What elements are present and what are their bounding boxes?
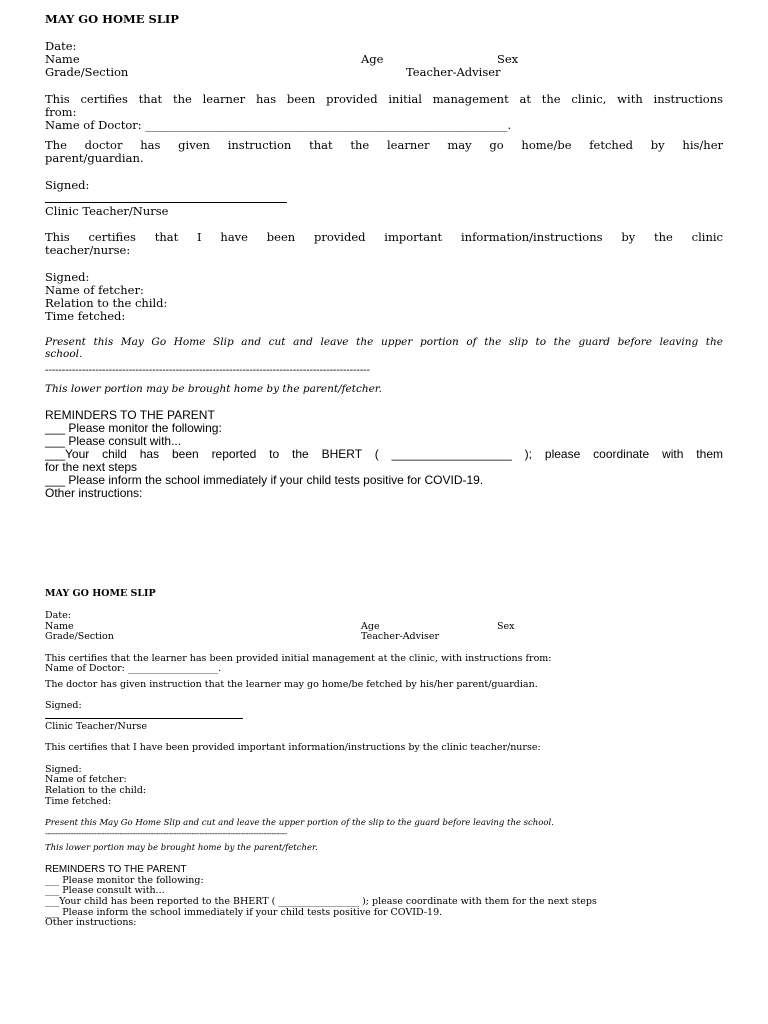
signed-label: Signed: (45, 178, 90, 192)
cut-line: ---------------------------------------------------------------------------------------------- (45, 829, 287, 839)
doctor-name-field: Name of Doctor: ___________________. (45, 663, 222, 674)
cut-line: ------------------------------------------------------------------------------------------------- (45, 364, 370, 376)
reminder-monitor: ___ Please monitor the following: (45, 421, 222, 435)
nurse-signature-line (45, 718, 243, 719)
age-label: Age (361, 52, 384, 66)
reminder-bhert-line1: ___Your child has been reported to the BHERT ( __________________ ); please coordinate with them (45, 447, 723, 461)
teacher-adviser-label: Teacher-Adviser (361, 631, 440, 642)
clinic-nurse-label: Clinic Teacher/Nurse (45, 204, 169, 218)
certify-parent-text-line1: This certifies that I have been provided important information/instructions by the clinic (45, 230, 723, 244)
date-label: Date: (45, 610, 71, 621)
reminder-covid: ___ Please inform the school immediately if your child tests positive for COVID-19. (45, 473, 484, 487)
other-instructions: Other instructions: (45, 917, 137, 928)
slip-title: MAY GO HOME SLIP (45, 12, 179, 26)
certify-clinic-text-line1: This certifies that the learner has been provided initial management at the clinic, with instructions (45, 92, 723, 106)
doctor-name-field: Name of Doctor: _______________________________________________________________. (45, 118, 512, 132)
sex-label: Sex (497, 621, 515, 632)
reminder-bhert: ___Your child has been reported to the BHERT ( _________________ ); please coordinate with them for the next steps (45, 896, 597, 907)
reminder-covid: ___ Please inform the school immediately if your child tests positive for COVID-19. (45, 907, 443, 918)
sex-label: Sex (497, 52, 519, 66)
certify-clinic-text-line2: from: (45, 105, 77, 119)
parent-signed-label: Signed: (45, 764, 82, 775)
lower-portion-note: This lower portion may be brought home by the parent/fetcher. (45, 843, 318, 853)
doctor-instruction-line1: The doctor has given instruction that the learner may go home/be fetched by his/her (45, 138, 723, 152)
teacher-adviser-label: Teacher-Adviser (406, 65, 501, 79)
reminder-consult: ___ Please consult with... (45, 885, 165, 896)
present-note-line1: Present this May Go Home Slip and cut and leave the upper portion of the slip to the guard before leaving the (45, 336, 723, 348)
grade-section-label: Grade/Section (45, 65, 129, 79)
date-label: Date: (45, 39, 77, 53)
doctor-instruction-line2: parent/guardian. (45, 151, 144, 165)
fetcher-name-label: Name of fetcher: (45, 283, 144, 297)
nurse-signature-line (45, 202, 287, 203)
time-fetched-label: Time fetched: (45, 796, 112, 807)
other-instructions: Other instructions: (45, 486, 143, 500)
name-label: Name (45, 621, 74, 632)
certify-parent-text-line2: teacher/nurse: (45, 243, 131, 257)
signed-label: Signed: (45, 700, 82, 711)
reminder-consult: ___ Please consult with... (45, 434, 182, 448)
reminder-bhert-line2: for the next steps (45, 460, 138, 474)
name-label: Name (45, 52, 80, 66)
lower-portion-note: This lower portion may be brought home by the parent/fetcher. (45, 383, 383, 395)
certify-clinic-text: This certifies that the learner has been provided initial management at the clinic, with instructions from: (45, 653, 552, 664)
clinic-nurse-label: Clinic Teacher/Nurse (45, 721, 147, 732)
certify-parent-text: This certifies that I have been provided important information/instructions by the clinic teacher/nurse: (45, 742, 541, 753)
relation-label: Relation to the child: (45, 785, 147, 796)
doctor-instruction-text: The doctor has given instruction that the learner may go home/be fetched by his/her parent/guardian. (45, 679, 538, 690)
reminder-monitor: ___ Please monitor the following: (45, 875, 204, 886)
slip-title: MAY GO HOME SLIP (45, 588, 156, 599)
parent-signed-label: Signed: (45, 270, 90, 284)
present-note-line2: school. (45, 348, 83, 360)
reminders-title: REMINDERS TO THE PARENT (45, 408, 215, 422)
relation-label: Relation to the child: (45, 296, 168, 310)
time-fetched-label: Time fetched: (45, 309, 126, 323)
present-note: Present this May Go Home Slip and cut and leave the upper portion of the slip to the guard before leaving the school. (45, 818, 554, 828)
reminders-title: REMINDERS TO THE PARENT (45, 864, 187, 875)
age-label: Age (361, 621, 380, 632)
fetcher-name-label: Name of fetcher: (45, 774, 127, 785)
grade-section-label: Grade/Section (45, 631, 114, 642)
